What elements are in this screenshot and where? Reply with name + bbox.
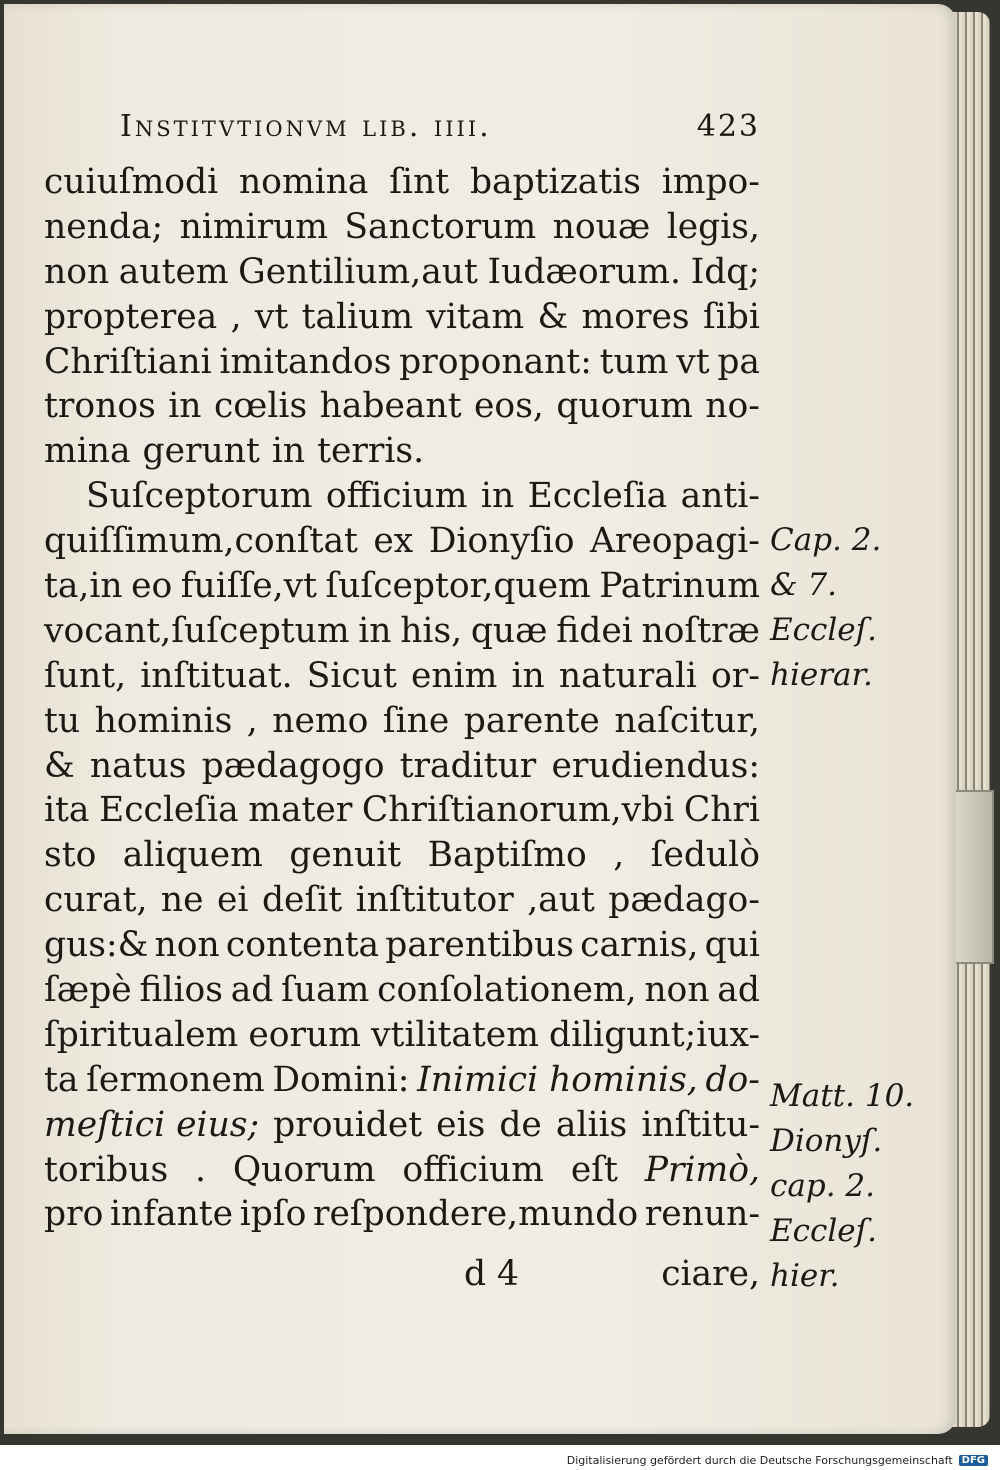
text-word: cuiuſmodi xyxy=(44,162,219,202)
text-word: traditur xyxy=(399,745,537,786)
text-word: vt xyxy=(254,296,289,337)
text-word: nemo xyxy=(272,700,369,741)
text-word: . xyxy=(195,1149,206,1190)
text-word: renun- xyxy=(644,1194,760,1235)
text-word: gerunt xyxy=(142,431,260,472)
text-word: Idq; xyxy=(690,251,760,292)
text-line xyxy=(44,1148,760,1193)
text-line xyxy=(44,429,760,474)
digitization-footer xyxy=(0,1450,1000,1470)
text-word: carnis, xyxy=(580,925,699,966)
text-word: eſt xyxy=(570,1149,618,1190)
text-word: ſedulò xyxy=(650,835,760,876)
text-word: pa xyxy=(717,341,760,382)
text-word: mores xyxy=(581,296,690,337)
text-word: meſtici eius; xyxy=(44,1104,260,1145)
margin-note-line: & 7. xyxy=(770,566,838,603)
text-word: ſuſceptor,quem xyxy=(325,566,591,607)
text-word: Quorum xyxy=(232,1149,376,1190)
text-word: tronos xyxy=(44,386,156,427)
text-word: ſibi xyxy=(702,296,760,337)
margin-note-line: hier. xyxy=(770,1257,840,1294)
text-line xyxy=(44,205,760,250)
text-word: reſpondere,mundo xyxy=(313,1194,639,1235)
text-word: Chriſtiani xyxy=(44,341,212,382)
text-word: naturali xyxy=(558,655,697,696)
text-word: baptizatis xyxy=(469,162,641,202)
text-word: ſpiritualem xyxy=(44,1014,239,1055)
text-word: ta,in xyxy=(44,566,123,607)
text-word: Iudæorum. xyxy=(487,251,681,292)
text-word: eorum xyxy=(248,1014,361,1055)
signature-mark: d 4 xyxy=(464,1254,520,1294)
running-title: Institvtionvm lib. iiii. xyxy=(120,108,492,144)
text-word: propterea xyxy=(44,296,218,337)
text-word: ita xyxy=(44,790,90,831)
text-line xyxy=(44,474,760,519)
text-word: , xyxy=(230,296,242,337)
text-word: Sicut xyxy=(306,655,397,696)
text-word: pro xyxy=(44,1194,104,1235)
text-word: qui xyxy=(704,925,760,966)
text-word: in xyxy=(168,386,202,427)
text-word: vtilitatem xyxy=(371,1014,539,1055)
text-word: habeant xyxy=(319,386,462,427)
text-word: talium xyxy=(301,296,414,337)
page-number: 423 xyxy=(696,108,760,144)
text-word: Eccleſia xyxy=(99,790,239,831)
text-word: prouidet xyxy=(273,1104,423,1145)
text-word: ta xyxy=(44,1059,79,1100)
text-word: eo xyxy=(131,566,173,607)
text-word: aliquem xyxy=(122,835,263,876)
text-word: quorum xyxy=(556,386,693,427)
text-line xyxy=(44,250,760,295)
text-word: or- xyxy=(711,655,760,696)
text-word: anti- xyxy=(680,476,760,517)
text-word: sto xyxy=(44,835,97,876)
text-word: filios xyxy=(139,970,223,1011)
text-word: cœlis xyxy=(213,386,308,427)
text-word: Baptiſmo xyxy=(427,835,587,876)
text-word: legis, xyxy=(666,206,760,247)
main-text-block xyxy=(44,160,760,1237)
text-word: tu xyxy=(44,700,81,741)
text-line xyxy=(44,1192,760,1237)
text-word: inſtitu- xyxy=(641,1104,760,1145)
text-line xyxy=(44,1058,760,1103)
text-word: gus:& xyxy=(44,925,149,966)
text-word: ſermonem xyxy=(86,1059,265,1100)
text-word: Primò, xyxy=(644,1149,760,1190)
text-word: aliis xyxy=(555,1104,628,1145)
text-word: autem xyxy=(118,251,229,292)
text-line xyxy=(44,878,760,923)
text-word: ſint xyxy=(389,162,450,202)
text-word: fidei xyxy=(556,610,633,651)
text-line xyxy=(44,160,760,205)
margin-note-1 xyxy=(770,518,920,698)
text-word: Chri xyxy=(683,790,760,831)
text-word: , xyxy=(246,700,258,741)
footer-text: Digitalisierung gefördert durch die Deutsche Forschungsgemeinschaft xyxy=(566,1453,953,1467)
text-word: quæ xyxy=(470,610,548,651)
text-word: non xyxy=(644,970,710,1011)
text-word: Suſceptorum xyxy=(86,476,313,517)
text-word: parente xyxy=(463,700,600,741)
text-line xyxy=(44,1103,760,1148)
text-line xyxy=(44,1013,760,1058)
text-word: , xyxy=(613,835,625,876)
text-word: impo- xyxy=(661,162,760,202)
text-line xyxy=(44,564,760,609)
text-word: infante xyxy=(109,1194,234,1235)
text-word: fuiſſe,vt xyxy=(180,566,318,607)
margin-note-line: Dionyſ. xyxy=(770,1122,883,1159)
text-word: pædagogo xyxy=(201,745,385,786)
text-word: his, xyxy=(400,610,463,651)
text-line xyxy=(44,384,760,429)
text-word: ei xyxy=(217,880,249,921)
margin-note-line: cap. 2. xyxy=(770,1167,875,1204)
margin-note-line: Eccleſ. xyxy=(770,1212,877,1249)
text-line xyxy=(44,340,760,385)
text-line xyxy=(44,968,760,1013)
text-word: in xyxy=(271,431,306,472)
text-word: Inimici hominis, xyxy=(417,1059,698,1100)
text-word: officium xyxy=(402,1149,544,1190)
text-word: in xyxy=(358,610,392,651)
text-word: naſcitur, xyxy=(614,700,760,741)
text-word: non xyxy=(44,251,110,292)
text-line xyxy=(44,923,760,968)
text-word: ſunt, xyxy=(44,655,127,696)
text-word: vt xyxy=(676,341,710,382)
text-word: genuit xyxy=(289,835,402,876)
text-word: Patrinum xyxy=(599,566,760,607)
text-word: hominis xyxy=(94,700,233,741)
text-word: vitam xyxy=(426,296,525,337)
text-word: eos, xyxy=(474,386,544,427)
text-line xyxy=(44,744,760,789)
text-line xyxy=(44,519,760,564)
text-word: inſtitutor xyxy=(355,880,514,921)
text-line xyxy=(44,788,760,833)
text-word: ex xyxy=(373,521,414,562)
margin-note-line: Matt. 10. xyxy=(770,1078,915,1114)
signature-row xyxy=(44,1252,760,1297)
text-word: mater xyxy=(248,790,353,831)
text-line xyxy=(44,699,760,744)
text-word: enim xyxy=(410,655,498,696)
text-word: pædago- xyxy=(608,880,760,921)
running-header xyxy=(120,102,760,150)
text-word: toribus xyxy=(44,1149,169,1190)
text-word: tum xyxy=(599,341,669,382)
text-word: do- xyxy=(705,1059,760,1100)
catchword: ciare, xyxy=(661,1254,760,1294)
text-word: deſit xyxy=(261,880,343,921)
text-word: de xyxy=(499,1104,542,1145)
text-word: quiſſimum,conſtat xyxy=(44,521,358,562)
text-word: contenta xyxy=(225,925,380,966)
text-word: Sanctorum xyxy=(344,206,537,247)
text-word: & xyxy=(44,745,75,786)
text-word: diligunt;iux- xyxy=(549,1014,760,1055)
text-word: erudiendus: xyxy=(551,745,760,786)
text-word: Dionyſio xyxy=(428,521,575,562)
text-word: terris. xyxy=(317,431,425,472)
text-word: mina xyxy=(44,431,131,472)
text-word: nimirum xyxy=(179,206,328,247)
text-word: & xyxy=(537,296,569,337)
text-word: non xyxy=(154,925,220,966)
text-word: ſuam xyxy=(281,970,370,1011)
margin-note-line: Eccleſ. xyxy=(770,611,877,648)
text-word: no- xyxy=(705,386,760,427)
text-word: ad xyxy=(230,970,274,1011)
text-word: nomina xyxy=(238,162,369,202)
text-word: imitandos xyxy=(219,341,392,382)
text-word: ſæpè xyxy=(44,970,132,1011)
text-word: Areopagi- xyxy=(589,521,760,562)
text-word: vocant,ſuſceptum xyxy=(44,610,350,651)
text-word: in xyxy=(511,655,545,696)
text-line xyxy=(44,609,760,654)
dfg-logo: DFG xyxy=(959,1455,988,1466)
text-word: curat, xyxy=(44,880,148,921)
text-word: eis xyxy=(436,1104,486,1145)
text-word: ,aut xyxy=(527,880,595,921)
margin-note-2 xyxy=(770,1074,920,1299)
text-word: Gentilium,aut xyxy=(238,251,478,292)
margin-note-line: hierar. xyxy=(770,656,873,693)
text-word: officium xyxy=(325,476,468,517)
text-word: ne xyxy=(160,880,204,921)
text-word: ad xyxy=(717,970,760,1011)
text-word: natus xyxy=(89,745,187,786)
text-line xyxy=(44,295,760,340)
text-word: conſolationem, xyxy=(377,970,637,1011)
text-word: nouæ xyxy=(552,206,651,247)
text-word: proponant: xyxy=(399,341,592,382)
text-word: nenda; xyxy=(44,206,164,247)
text-word: ſine xyxy=(382,700,450,741)
text-word: Eccleſia xyxy=(527,476,668,517)
text-word: noſtræ xyxy=(641,610,760,651)
text-word: Chriſtianorum,vbi xyxy=(361,790,675,831)
text-line xyxy=(44,654,760,699)
text-word: ipſo xyxy=(239,1194,307,1235)
text-line xyxy=(44,833,760,878)
margin-note-line: Cap. 2. xyxy=(770,522,882,558)
text-word: inſtituat. xyxy=(140,655,293,696)
text-word: parentibus xyxy=(385,925,574,966)
text-word: in xyxy=(480,476,515,517)
text-word: Domini: xyxy=(272,1059,410,1100)
